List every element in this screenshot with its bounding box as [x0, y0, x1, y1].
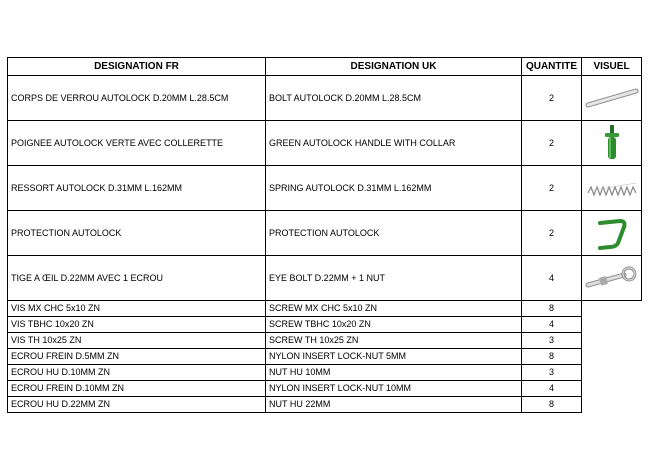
- designation-fr: ECROU HU D.22MM ZN: [8, 397, 266, 413]
- rod-icon: [585, 88, 639, 108]
- green-protection-icon: [594, 215, 630, 251]
- table-row: [8, 397, 642, 413]
- designation-fr: POIGNEE AUTOLOCK VERTE AVEC COLLERETTE: [8, 121, 266, 166]
- quantity: 8: [522, 349, 582, 365]
- table-row: [8, 256, 642, 301]
- header-designation-fr: DESIGNATION FR: [8, 58, 266, 76]
- designation-fr: VIS TH 10x25 ZN: [8, 333, 266, 349]
- table-row: [8, 381, 642, 397]
- table-row: [8, 333, 642, 349]
- designation-fr: VIS TBHC 10x20 ZN: [8, 317, 266, 333]
- quantity: 4: [522, 317, 582, 333]
- spring-icon: [585, 178, 639, 198]
- designation-uk: EYE BOLT D.22MM + 1 NUT: [266, 256, 522, 301]
- visual-cell: [582, 121, 642, 166]
- designation-fr: VIS MX CHC 5x10 ZN: [8, 301, 266, 317]
- designation-fr: ECROU FREIN D.5MM ZN: [8, 349, 266, 365]
- visual-cell: [582, 76, 642, 121]
- designation-fr: ECROU HU D.10MM ZN: [8, 365, 266, 381]
- quantity: 8: [522, 301, 582, 317]
- designation-uk: NYLON INSERT LOCK-NUT 10MM: [266, 381, 522, 397]
- green-handle-icon: [602, 124, 622, 162]
- quantity: 3: [522, 365, 582, 381]
- designation-uk: NYLON INSERT LOCK-NUT 5MM: [266, 349, 522, 365]
- quantity: 2: [522, 166, 582, 211]
- quantity: 8: [522, 397, 582, 413]
- designation-uk: BOLT AUTOLOCK D.20MM L.28.5CM: [266, 76, 522, 121]
- table-row: [8, 166, 642, 211]
- designation-fr: ECROU FREIN D.10MM ZN: [8, 381, 266, 397]
- visual-cell: [582, 256, 642, 301]
- header-quantite: QUANTITE: [522, 58, 582, 76]
- visual-cell: [582, 166, 642, 211]
- quantity: 3: [522, 333, 582, 349]
- designation-uk: PROTECTION AUTOLOCK: [266, 211, 522, 256]
- quantity: 4: [522, 381, 582, 397]
- designation-uk: SPRING AUTOLOCK D.31MM L.162MM: [266, 166, 522, 211]
- parts-table: [7, 57, 642, 413]
- quantity: 4: [522, 256, 582, 301]
- designation-uk: NUT HU 22MM: [266, 397, 522, 413]
- quantity: 2: [522, 76, 582, 121]
- designation-uk: NUT HU 10MM: [266, 365, 522, 381]
- table-row: [8, 301, 642, 317]
- table-row: [8, 76, 642, 121]
- designation-uk: SCREW TH 10x25 ZN: [266, 333, 522, 349]
- header-row: [8, 58, 642, 76]
- header-designation-uk: DESIGNATION UK: [266, 58, 522, 76]
- quantity: 2: [522, 211, 582, 256]
- designation-fr: PROTECTION AUTOLOCK: [8, 211, 266, 256]
- table-row: [8, 121, 642, 166]
- eye-bolt-icon: [584, 266, 640, 290]
- visual-cell: [582, 211, 642, 256]
- quantity: 2: [522, 121, 582, 166]
- header-visuel: VISUEL: [582, 58, 642, 76]
- designation-fr: CORPS DE VERROU AUTOLOCK D.20MM L.28.5CM: [8, 76, 266, 121]
- designation-fr: RESSORT AUTOLOCK D.31MM L.162MM: [8, 166, 266, 211]
- designation-uk: GREEN AUTOLOCK HANDLE WITH COLLAR: [266, 121, 522, 166]
- table-row: [8, 365, 642, 381]
- designation-uk: SCREW TBHC 10x20 ZN: [266, 317, 522, 333]
- table-row: [8, 317, 642, 333]
- table-row: [8, 211, 642, 256]
- designation-uk: SCREW MX CHC 5x10 ZN: [266, 301, 522, 317]
- table-row: [8, 349, 642, 365]
- designation-fr: TIGE A ŒIL D.22MM AVEC 1 ECROU: [8, 256, 266, 301]
